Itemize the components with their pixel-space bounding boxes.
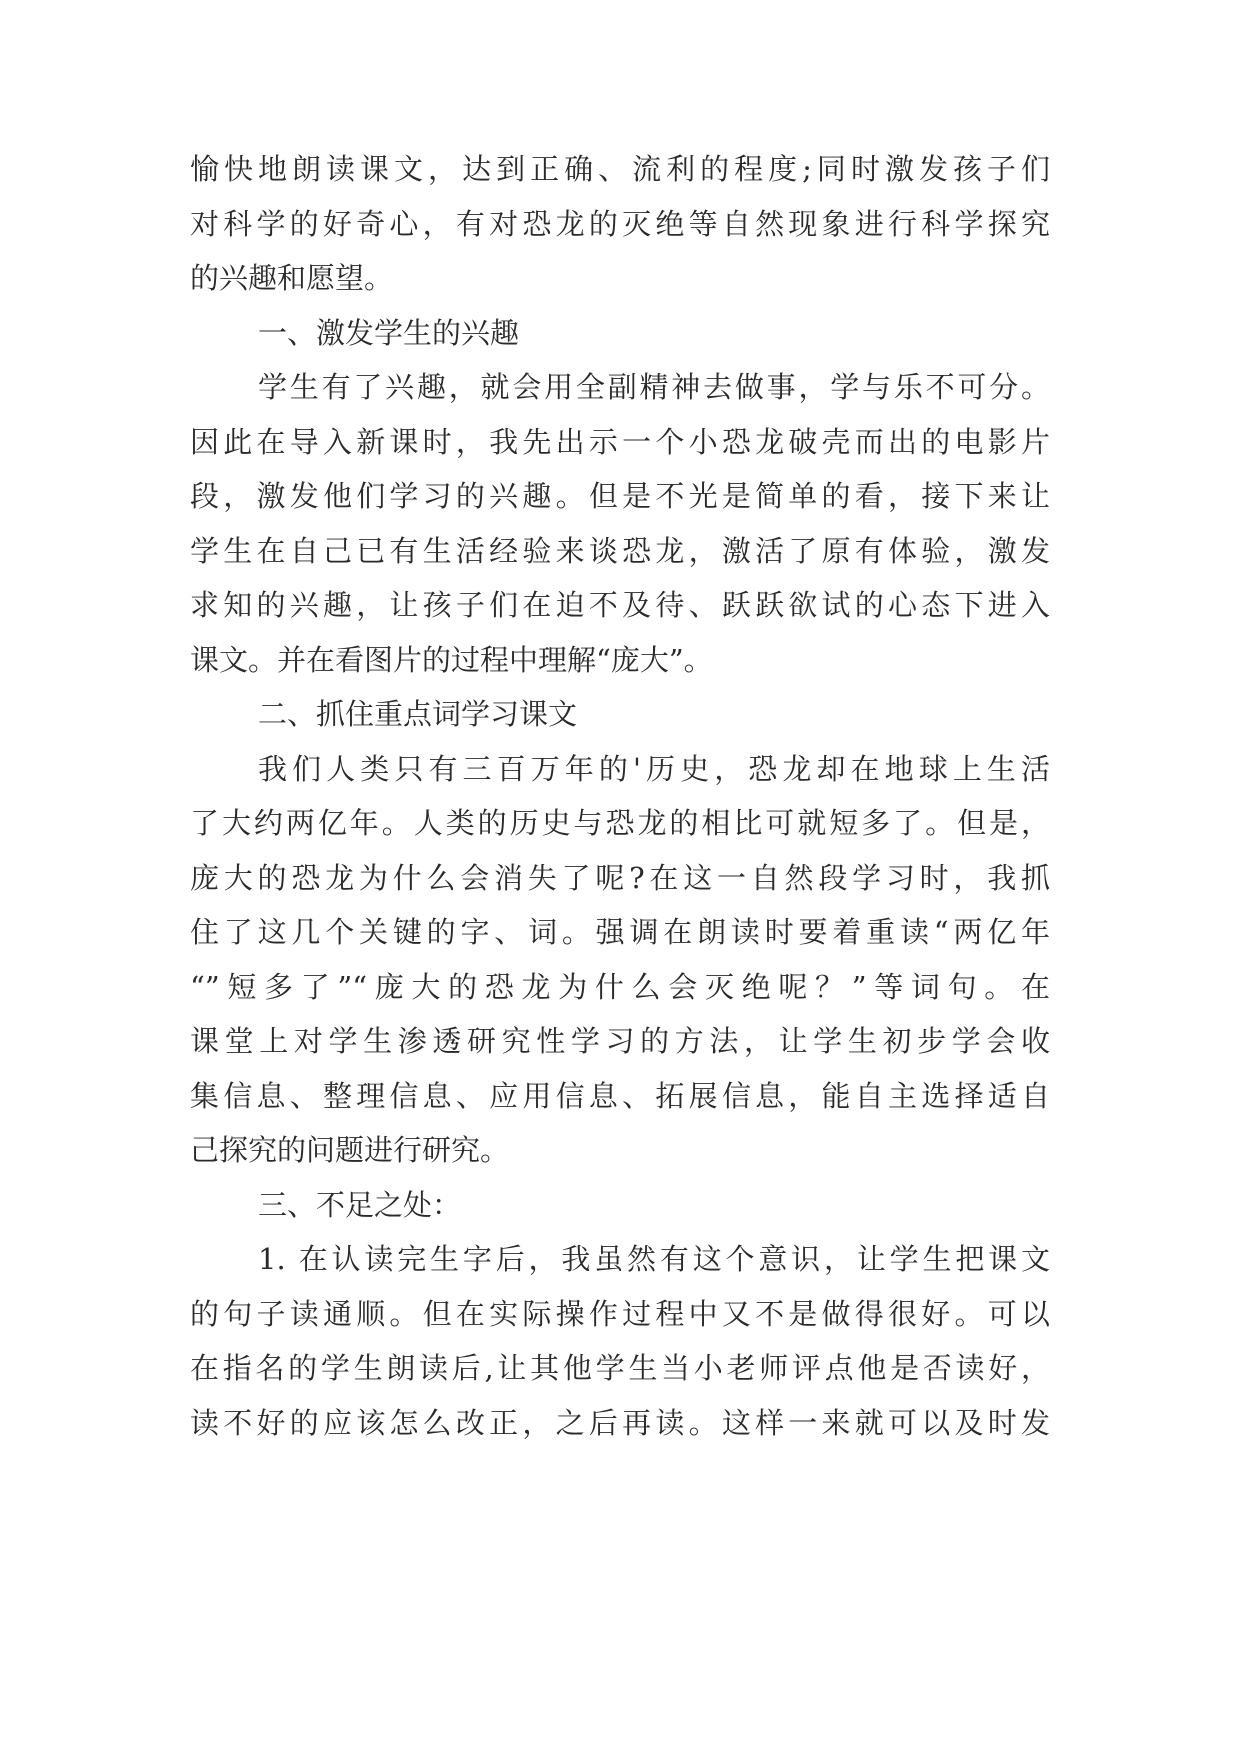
text-line: 住了这几个关键的字、词。强调在朗读时要着重读“两亿年 xyxy=(190,915,1050,949)
text-line: 在指名的学生朗读后,让其他学生当小老师评点他是否读好， xyxy=(190,1351,1050,1385)
section-heading-3: 三、不足之处： xyxy=(258,1188,462,1222)
section-heading-2: 二、抓住重点词学习课文 xyxy=(258,697,578,731)
section-heading-1: 一、激发学生的兴趣 xyxy=(258,316,520,350)
text-line: 了大约两亿年。人类的历史与恐龙的相比可就短多了。但是， xyxy=(190,806,1050,840)
text-line: 因此在导入新课时，我先出示一个小恐龙破壳而出的电影片 xyxy=(190,425,1050,459)
text-line: 的句子读通顺。但在实际操作过程中又不是做得很好。可以 xyxy=(190,1297,1050,1331)
text-line: 段，激发他们学习的兴趣。但是不光是简单的看，接下来让 xyxy=(190,479,1050,513)
text-line: 集信息、整理信息、应用信息、拓展信息，能自主选择适自 xyxy=(190,1079,1050,1113)
text-line: 1. 在认读完生字后，我虽然有这个意识，让学生把课文 xyxy=(258,1242,1050,1276)
text-line: “”短多了”“庞大的恐龙为什么会灭绝呢？”等词句。在 xyxy=(190,970,1050,1004)
text-line: 读不好的应该怎么改正，之后再读。这样一来就可以及时发 xyxy=(190,1406,1050,1440)
text-line: 课堂上对学生渗透研究性学习的方法，让学生初步学会收 xyxy=(190,1024,1050,1058)
text-line: 愉快地朗读课文，达到正确、流利的程度;同时激发孩子们 xyxy=(190,152,1050,186)
text-line: 学生有了兴趣，就会用全副精神去做事，学与乐不可分。 xyxy=(258,370,1050,404)
text-line: 己探究的问题进行研究。 xyxy=(190,1133,510,1167)
text-line: 学生在自己已有生活经验来谈恐龙，激活了原有体验，激发 xyxy=(190,534,1050,568)
text-line: 庞大的恐龙为什么会消失了呢?在这一自然段学习时，我抓 xyxy=(190,861,1050,895)
text-line: 的兴趣和愿望。 xyxy=(190,261,394,295)
text-line: 对科学的好奇心，有对恐龙的灭绝等自然现象进行科学探究 xyxy=(190,207,1050,241)
text-line: 求知的兴趣，让孩子们在迫不及待、跃跃欲试的心态下进入 xyxy=(190,588,1050,622)
text-line: 课文。并在看图片的过程中理解“庞大”。 xyxy=(190,643,713,677)
text-line: 我们人类只有三百万年的'历史，恐龙却在地球上生活 xyxy=(258,752,1050,786)
